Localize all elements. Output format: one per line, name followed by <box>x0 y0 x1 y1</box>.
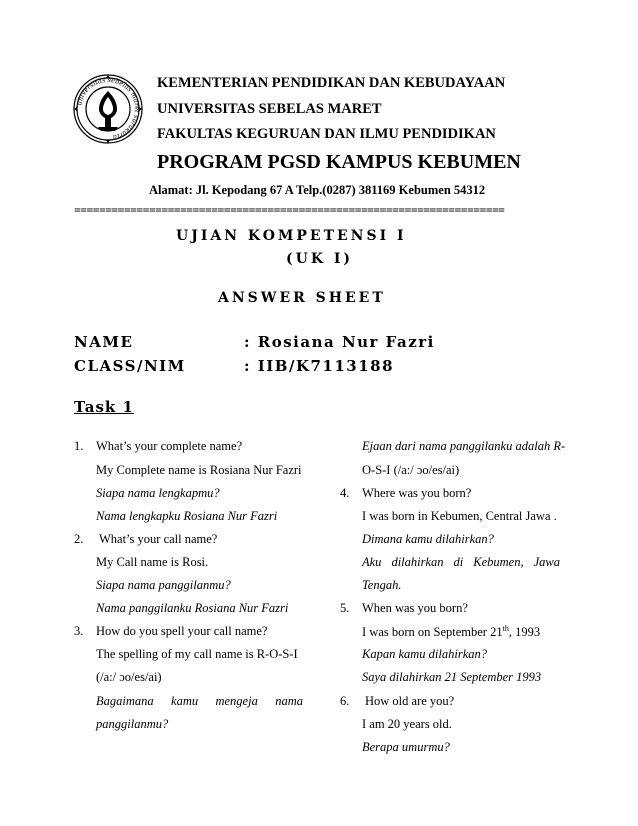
q4-answer-translation-word: dilahirkan <box>391 555 444 569</box>
q4-question: Where was you born? <box>362 486 472 500</box>
university-logo <box>72 73 144 145</box>
ministry-name: KEMENTERIAN PENDIDIKAN DAN KEBUDAYAAN <box>157 75 506 91</box>
q3-translation <box>96 694 303 709</box>
q3-translation-word: nama <box>275 694 303 708</box>
q1-answer: My Complete name is Rosiana Nur Fazri <box>96 463 302 477</box>
q3-number: 3. <box>74 624 84 638</box>
answer-sheet-title: ANSWER SHEET <box>218 290 386 306</box>
q4-answer-translation-word: Aku <box>362 555 382 569</box>
separator-line: ===================================================================== <box>74 203 505 217</box>
q3-answer-translation: Ejaan dari nama panggilanku adalah R- <box>362 439 566 453</box>
q3-translation-word: Bagaimana <box>96 694 154 708</box>
q1-number: 1. <box>74 439 84 453</box>
q1-answer-translation: Nama lengkapku Rosiana Nur Fazri <box>96 509 278 523</box>
q6-translation: Berapa umurmu? <box>362 740 450 754</box>
q2-translation: Siapa nama panggilanmu? <box>96 578 231 592</box>
q4-answer-translation-word: Jawa <box>533 555 560 569</box>
q3-translation-line2: panggilanmu? <box>96 717 169 731</box>
q5-answer-suffix: th <box>502 624 509 633</box>
q5-number: 5. <box>340 601 350 615</box>
q4-translation: Dimana kamu dilahirkan? <box>362 532 494 546</box>
name-label: NAME <box>74 333 134 351</box>
svg-text:universitas sebelas maret sura: universitas sebelas maret surakarta <box>75 75 142 142</box>
q2-question: What’s your call name? <box>99 532 218 546</box>
q5-translation: Kapan kamu dilahirkan? <box>362 647 487 661</box>
q3-answer: The spelling of my call name is R-O-S-I <box>96 647 298 661</box>
q2-answer: My Call name is Rosi. <box>96 555 209 569</box>
q2-number: 2. <box>74 532 84 546</box>
q3-translation-word: mengeja <box>215 694 258 708</box>
task-heading: Task 1 <box>74 398 134 416</box>
q6-question: How old are you? <box>365 694 455 708</box>
q3-question: How do you spell your call name? <box>96 624 268 638</box>
q4-answer-translation-line2: Tengah. <box>362 578 402 592</box>
q4-answer-translation-word: Kebumen, <box>473 555 524 569</box>
university-name: UNIVERSITAS SEBELAS MARET <box>157 101 382 117</box>
q4-answer: I was born in Kebumen, Central Jawa . <box>362 509 557 523</box>
faculty-name: FAKULTAS KEGURUAN DAN ILMU PENDIDIKAN <box>157 126 496 142</box>
q5-answer-text: I was born on September 21 <box>362 625 503 640</box>
q5-question: When was you born? <box>362 601 468 615</box>
q4-answer-translation <box>362 555 560 570</box>
address: Alamat: Jl. Kepodang 67 A Telp.(0287) 381169 Kebumen 54312 <box>149 183 486 197</box>
q3-translation-word: kamu <box>171 694 199 708</box>
program-name: PROGRAM PGSD KAMPUS KEBUMEN <box>157 151 521 173</box>
q3-answer-translation-line2: O-S-I (/a:/ ɔo/es/ai) <box>362 463 460 477</box>
q5-answer <box>362 624 540 640</box>
class-value: : IIB/K7113188 <box>244 357 395 375</box>
q3-answer-line2: (/a:/ ɔo/es/ai) <box>96 670 162 684</box>
q6-number: 6. <box>340 694 350 708</box>
class-label: CLASS/NIM <box>74 357 186 375</box>
q1-translation: Siapa nama lengkapmu? <box>96 486 220 500</box>
q6-answer: I am 20 years old. <box>362 717 452 731</box>
name-value: : Rosiana Nur Fazri <box>244 333 435 351</box>
exam-subtitle: (UK I) <box>286 251 354 267</box>
q5-answer-translation: Saya dilahirkan 21 September 1993 <box>362 670 542 684</box>
q4-answer-translation-word: di <box>453 555 464 569</box>
q1-question: What’s your complete name? <box>96 439 243 453</box>
q5-answer-year: , 1993 <box>508 625 541 640</box>
q2-answer-translation: Nama panggilanku Rosiana Nur Fazri <box>96 601 289 615</box>
q4-number: 4. <box>340 486 350 500</box>
exam-title: UJIAN KOMPETENSI I <box>176 228 407 244</box>
